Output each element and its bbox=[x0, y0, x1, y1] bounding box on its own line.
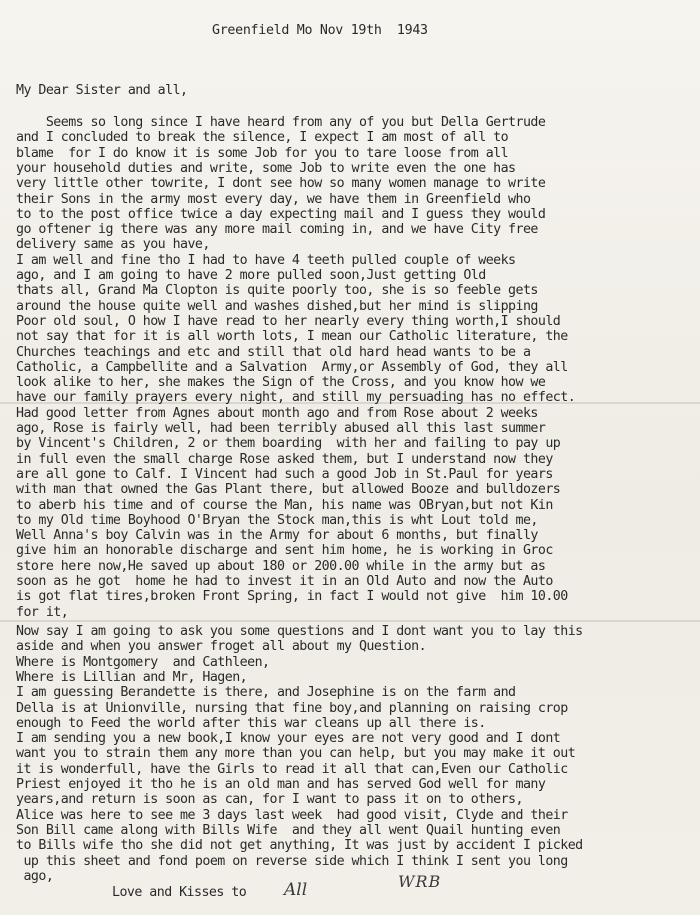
text-line: their Sons in the army most every day, we have them in Greenfield who bbox=[16, 191, 531, 207]
text-line: Priest enjoyed it tho he is an old man and has served God well for many bbox=[16, 777, 546, 792]
text-line: Poor old soul, O how I have read to her nearly every thing worth,I should bbox=[16, 313, 561, 329]
text-line: aside and when you answer froget all about my Question. bbox=[16, 639, 427, 655]
text-line: Now say I am going to ask you some questions and I dont want you to lay this bbox=[16, 624, 583, 639]
text-line: not say that for it is all worth lots, I mean our Catholic literature, the bbox=[16, 329, 568, 345]
text-line: look alike to her, she makes the Sign of the Cross, and you know how we bbox=[16, 375, 546, 391]
text-line: are all gone to Calf. I Vincent had such a good Job in St.Paul for years bbox=[16, 466, 553, 482]
salutation: My Dear Sister and all, bbox=[16, 83, 188, 98]
text-line: give him an honorable discharge and sent him home, he is working in Groc bbox=[16, 543, 553, 559]
paper-fold-line bbox=[0, 620, 700, 622]
closing: Love and Kisses to bbox=[112, 885, 247, 900]
text-line: I am sending you a new book,I know your eyes are not very good and I dont bbox=[16, 731, 561, 747]
text-line: to my Old time Boyhood O'Bryan the Stock man,this is wht Lout told me, bbox=[16, 512, 538, 528]
text-line: Della is at Unionville, nursing that fine boy,and planning on raising crop bbox=[16, 700, 568, 716]
text-line: it is wonderfull, have the Girls to read it all that can,Even our Catholic bbox=[16, 761, 568, 777]
text-line: ago, bbox=[16, 868, 54, 884]
text-line: go oftener ig there was any more mail coming in, and we have City free bbox=[16, 222, 538, 238]
text-line: to Bills wife tho she did not get anything, It was just by accident I picked bbox=[16, 838, 583, 854]
text-line: Seems so long since I have heard from any of you but Della Gertrude bbox=[16, 115, 546, 130]
text-line: in full even the small charge Rose asked them, but I understand now they bbox=[16, 451, 553, 467]
dateline: Greenfield Mo Nov 19th 1943 bbox=[212, 23, 428, 38]
text-line: Son Bill came along with Bills Wife and they all went Quail hunting even bbox=[16, 822, 561, 838]
text-line: Well Anna's boy Calvin was in the Army for about 6 months, but finally bbox=[16, 528, 538, 544]
text-line: by Vincent's Children, 2 or them boarding with her and failing to pay up bbox=[16, 436, 561, 452]
text-line: I am well and fine tho I had to have 4 teeth pulled couple of weeks bbox=[16, 252, 516, 268]
text-line: enough to Feed the world after this war cleans up all there is. bbox=[16, 715, 486, 731]
text-line: Catholic, a Campbellite and a Salvation Army,or Assembly of God, they all bbox=[16, 359, 568, 375]
text-line: want you to strain them any more than you can help, but you may make it out bbox=[16, 746, 576, 762]
text-line: your household duties and write, some Job to write even the one has bbox=[16, 160, 516, 176]
text-line: up this sheet and fond poem on reverse side which I think I sent you long bbox=[16, 853, 568, 869]
text-line: soon as he got home he had to invest it in an Old Auto and now the Auto bbox=[16, 574, 553, 589]
text-line: delivery same as you have, bbox=[16, 237, 210, 253]
text-line: Where is Montgomery and Cathleen, bbox=[16, 654, 270, 670]
text-line: Alice was here to see me 3 days last week had good visit, Clyde and their bbox=[16, 807, 568, 823]
text-line: around the house quite well and washes dished,but her mind is slipping bbox=[16, 298, 538, 314]
text-line: Where is Lillian and Mr, Hagen, bbox=[16, 669, 248, 685]
text-line: store here now,He saved up about 180 or 200.00 while in the army but as bbox=[16, 558, 546, 574]
text-line: is got flat tires,broken Front Spring, in fact I would not give him 10.00 bbox=[16, 589, 568, 605]
initials-signature: WRB bbox=[398, 872, 442, 891]
text-line: Churches teachings and etc and still that old hard head wants to be a bbox=[16, 344, 531, 360]
text-line: for it, bbox=[16, 604, 69, 620]
text-line: ago, and I am going to have 2 more pulled soon,Just getting Old bbox=[16, 268, 486, 283]
text-line: to aberb his time and of course the Man, his name was OBryan,but not Kin bbox=[16, 497, 553, 513]
text-line: very little other towrite, I dont see how so many women manage to write bbox=[16, 176, 546, 192]
closing-handwritten: All bbox=[284, 880, 308, 900]
text-line: blame for I do know it is some Job for you to tare loose from all bbox=[16, 145, 509, 161]
text-line: years,and return is soon as can, for I want to pass it on to others, bbox=[16, 792, 523, 808]
text-line: I am guessing Berandette is there, and Josephine is on the farm and bbox=[16, 685, 516, 701]
text-line: Had good letter from Agnes about month ago and from Rose about 2 weeks bbox=[16, 405, 538, 421]
text-line: to to the post office twice a day expecting mail and I guess they would bbox=[16, 206, 546, 222]
text-line: with man that owned the Gas Plant there, but allowed Booze and bulldozers bbox=[16, 482, 561, 498]
text-line: thats all, Grand Ma Clopton is quite poorly too, she is so feeble gets bbox=[16, 283, 538, 299]
text-line: ago, Rose is fairly well, had been terribly abused all this last summer bbox=[16, 421, 546, 436]
text-line: and I concluded to break the silence, I expect I am most of all to bbox=[16, 130, 509, 146]
text-line: have our family prayers every night, and still my persuading has no effect. bbox=[16, 390, 576, 406]
